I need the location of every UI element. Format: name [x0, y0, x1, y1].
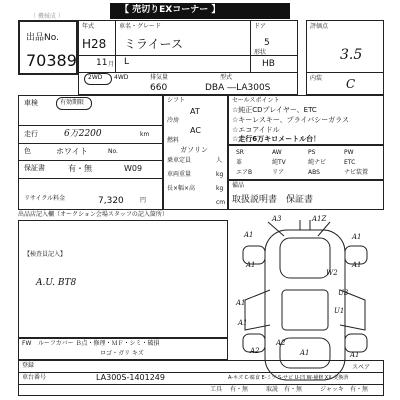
month-value: 11 — [96, 58, 108, 68]
equip-1-4: PW — [344, 149, 354, 156]
shift-value: AT — [190, 107, 200, 116]
damage-mark-4: A1 — [352, 233, 362, 241]
inspection-label: 車検 — [24, 99, 38, 107]
exhibitor-label: 出品店記入欄（オークション会場スタッフの記入箇所） — [18, 211, 168, 218]
name-label: 車名・グレード — [119, 23, 162, 30]
insurance-value: 有・無 — [68, 164, 92, 173]
shape-value: HB — [262, 59, 275, 69]
type-label: 型式 — [220, 74, 233, 81]
chassis-number: LA300S-1401249 — [96, 373, 165, 382]
score-value: 3.5 — [340, 47, 363, 63]
equip-1-1: SR — [236, 149, 244, 156]
manual-label: 取説 — [266, 386, 279, 393]
damage-mark-14: A1 — [246, 261, 256, 269]
unit-4: cm — [216, 199, 226, 206]
color-no: W09 — [124, 164, 143, 173]
damage-mark-10: A2 — [250, 347, 260, 355]
door-value: 5 — [264, 38, 270, 48]
notes-value: 取扱説明書 保証書 — [232, 195, 314, 205]
equip-2-4: ETC — [344, 159, 356, 166]
displacement-value: 660 — [150, 83, 168, 93]
equip-3-3: ABS — [308, 169, 320, 176]
shift-label: シフト — [167, 97, 186, 104]
tools-value: 有・無 — [230, 386, 249, 393]
sales-point-3: ☆エコアイドル — [232, 126, 280, 134]
jack-label: ジャッキ — [320, 386, 344, 393]
damage-mark-13: A1 — [350, 351, 360, 359]
ac-value: AC — [190, 126, 201, 135]
equip-2-2: 純TV — [272, 159, 286, 166]
inspector-note: A.U. BT8 — [36, 278, 77, 288]
color-label: 色 — [24, 147, 31, 155]
mileage-unit: km — [140, 131, 150, 138]
displacement-label: 排気量 — [150, 74, 169, 81]
score-label: 評価点 — [310, 23, 329, 30]
unit-1: 人 — [216, 157, 223, 164]
damage-mark-15: A1 — [352, 261, 362, 269]
options-line: ルーフカバー Ｂ点・修理・ＭＦ・シミ・破損 — [38, 340, 160, 347]
car-grade: L — [124, 57, 130, 67]
equip-1-2: AW — [272, 149, 282, 156]
equip-3-2: リア — [272, 169, 285, 176]
ac-label: 冷房 — [167, 117, 180, 124]
size-label: 長×幅×高 — [167, 185, 196, 192]
damage-mark-8: A1 — [236, 299, 246, 307]
inspection-value: 有効期限 — [60, 99, 85, 106]
inspector-label: 【検査員記入】 — [24, 251, 67, 258]
damage-mark-7: U1 — [334, 307, 345, 315]
color-no-label: No. — [108, 148, 118, 155]
capacity-label: 乗車定員 — [167, 157, 192, 164]
interior-label: 内装 — [310, 75, 323, 82]
recycle-label: リサイクル料金 — [24, 195, 66, 202]
options-line2: ロゴ・ガリ キズ — [100, 350, 144, 357]
shape-label: 形状 — [254, 49, 267, 56]
month-unit: 月 — [108, 61, 115, 68]
damage-mark-5: W2 — [326, 269, 338, 277]
damage-mark-9: A1 — [238, 319, 248, 327]
manual-value: 有・無 — [284, 386, 303, 393]
year-label: 年式 — [82, 23, 95, 30]
jack-value: 有・無 — [350, 386, 369, 393]
sales-point-4: ☆走行6万キロメートル台！ — [232, 135, 321, 143]
drive-4wd: 4WD — [114, 74, 129, 81]
lot-number: 70389 — [26, 51, 77, 70]
damage-mark-1: A3 — [272, 215, 282, 223]
drive-2wd: 2WD — [88, 74, 103, 81]
equip-3-4: ナビ装置 — [344, 169, 369, 176]
car-name: ミライース — [124, 37, 184, 51]
equip-1-3: PS — [308, 149, 316, 156]
notes-label: 備品 — [232, 182, 245, 189]
year-value: H28 — [82, 37, 107, 51]
sales-points-label: セールスポイント — [232, 97, 280, 104]
interior-value: C — [346, 77, 356, 91]
recycle-unit: 円 — [140, 197, 147, 204]
damage-mark-11: A1 — [300, 349, 310, 357]
chassis-label: 車台番号 — [22, 374, 47, 381]
recycle-value: 7,320 — [98, 196, 124, 206]
options-label: FW — [22, 340, 32, 347]
mileage-value: 6万2200 — [64, 129, 102, 139]
damage-mark-3: A1 — [244, 231, 254, 239]
sales-point-1: ☆純正CDプレイヤー、ETC — [232, 106, 317, 114]
sales-point-2: ☆キーレスキー、プライバシーガラス — [232, 116, 349, 124]
weight-label: 車両重量 — [167, 171, 192, 178]
equip-3-1: エアB — [236, 169, 253, 176]
equip-2-3: 純ナビ — [308, 159, 327, 166]
tools-label: 工具 — [210, 386, 223, 393]
damage-mark-2: A1Z — [312, 215, 327, 223]
damage-mark-12: A2 — [276, 339, 286, 347]
unit-3: kg — [216, 185, 224, 192]
damage-mark-6: U3 — [338, 289, 349, 297]
fuel-label: 燃料 — [167, 137, 180, 144]
header-title: 【 売切りEXコーナー 】 — [120, 5, 221, 15]
fuel-value: ガソリン — [180, 146, 208, 154]
lot-label: 出品No. — [26, 33, 59, 43]
type-value: DBA ―LA300S — [205, 83, 271, 93]
unit-2: kg — [216, 171, 224, 178]
spare-label: スペア — [352, 364, 371, 371]
legend-text: A-キズ C-腐食 E-ミゾ S-サビ U-凹 W-補修 XX-交換済 — [228, 375, 349, 381]
mileage-label: 走行 — [24, 130, 38, 138]
insurance-label: 保証書 — [24, 164, 45, 172]
color-value: ホワイト — [56, 147, 88, 156]
equip-2-1: 革 — [236, 159, 243, 166]
top-faint: （ 機械成 ） — [30, 13, 64, 20]
reg-label: 登録 — [22, 362, 35, 369]
door-label: ドア — [254, 23, 266, 30]
